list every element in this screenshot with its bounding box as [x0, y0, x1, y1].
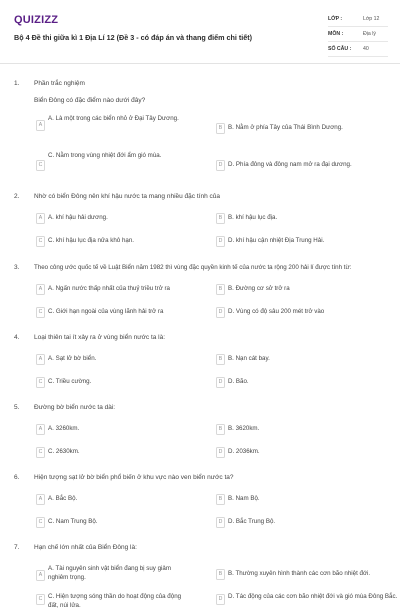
question-4: [14, 334, 390, 394]
quizizz-logo[interactable]: QUIZIZZ: [14, 14, 59, 26]
option-text: C. Giới hạn ngoài của vùng lãnh hải trở ra: [48, 308, 164, 315]
question-text: Phần trắc nghiệm: [34, 80, 85, 87]
option-letter-box: D: [216, 517, 225, 528]
option-letter-box: A: [36, 494, 45, 505]
question-text: Theo công ước quốc tế về Luật Biển năm 1982 thì vùng đặc quyền kinh tế của nước ta rộng 200 hải lí được tính từ:: [34, 264, 352, 271]
question-2: [14, 193, 390, 253]
meta-row-count: [328, 42, 388, 57]
option-letter-box: C: [36, 594, 45, 605]
meta-row-class: [328, 12, 388, 27]
question-number: 1.: [14, 80, 20, 87]
option-letter-box: B: [216, 123, 225, 134]
question-number: 4.: [14, 334, 20, 341]
meta-value: 40: [363, 46, 369, 52]
option-letter-box: B: [216, 213, 225, 224]
page-title: Bộ 4 Đề thi giữa kì 1 Địa Lí 12 (Đề 3 - có đáp án và thang điểm chi tiết): [14, 33, 253, 42]
question-text: Nhờ có biển Đông nên khí hậu nước ta mang nhiều đặc tính của: [34, 193, 220, 200]
option-text: C. Nằm trong vùng nhiệt đới ẩm gió mùa.: [48, 152, 162, 159]
meta-label: SỐ CÂU :: [328, 46, 352, 52]
option-text: D. khí hậu cận nhiệt Địa Trung Hải.: [228, 237, 325, 244]
option-text: D. Phía đông và đông nam mở ra đại dương.: [228, 161, 352, 168]
option-text: A. Sạt lở bờ biển.: [48, 355, 97, 362]
question-1: [14, 80, 390, 180]
option-text: C. 2630km.: [48, 448, 80, 455]
question-subtext: Biển Đông có đặc điểm nào dưới đây?: [34, 97, 146, 104]
option-text: D. Bão.: [228, 378, 249, 385]
option-letter-box: B: [216, 494, 225, 505]
option-letter-box: A: [36, 424, 45, 435]
question-number: 7.: [14, 544, 20, 551]
meta-panel: [328, 12, 388, 57]
option-text: C. khí hậu lục địa nửa khô hạn.: [48, 237, 135, 244]
option-text: A. Bắc Bộ.: [48, 495, 78, 502]
option-text: A. Là một trong các biển nhỏ ở Đại Tây Dương.: [48, 115, 179, 122]
option-letter-box: C: [36, 160, 45, 171]
option-letter-box: B: [216, 569, 225, 580]
option-letter-box: C: [36, 447, 45, 458]
option-letter-box: B: [216, 284, 225, 295]
question-7: [14, 544, 398, 609]
option-letter-box: D: [216, 377, 225, 388]
option-text: C. Triều cường.: [48, 378, 92, 385]
option-text: B. Nạn cát bay.: [228, 355, 270, 362]
option-letter-box: C: [36, 377, 45, 388]
option-letter-box: C: [36, 517, 45, 528]
question-6: [14, 474, 390, 534]
option-letter-box: A: [36, 354, 45, 365]
question-number: 3.: [14, 264, 20, 271]
question-text: Hiện tượng sạt lở bờ biển phổ biến ở khu vực nào ven biển nước ta?: [34, 474, 234, 481]
option-letter-box: D: [216, 160, 225, 171]
option-letter-box: A: [36, 570, 45, 581]
option-text: B. Đường cơ sở trở ra: [228, 285, 290, 292]
option-text: C. Nam Trung Bộ.: [48, 518, 98, 525]
option-text: C. Hiện tượng sóng thần do hoạt động của động đất, núi lửa.: [48, 593, 182, 609]
option-letter-box: D: [216, 594, 225, 605]
question-text: Đường bờ biển nước ta dài:: [34, 404, 116, 411]
option-letter-box: D: [216, 447, 225, 458]
option-letter-box: D: [216, 236, 225, 247]
option-letter-box: A: [36, 120, 45, 131]
question-text: Loại thiên tai ít xảy ra ở vùng biển nước ta là:: [34, 334, 166, 341]
option-text: D. 2036km.: [228, 448, 260, 455]
option-text: B. 3620km.: [228, 425, 260, 432]
option-text: A. 3260km.: [48, 425, 80, 432]
option-text: B. Nam Bộ.: [228, 495, 260, 502]
option-text: B. khí hậu lục địa.: [228, 214, 278, 221]
option-text: B. Thường xuyên hình thành các cơn bão nhiệt đới.: [228, 570, 371, 577]
meta-value: Địa lý: [363, 31, 376, 37]
option-text: D. Vùng có độ sâu 200 mét trở vào: [228, 308, 325, 315]
option-letter-box: A: [36, 284, 45, 295]
question-text: Hạn chế lớn nhất của Biển Đông là:: [34, 544, 137, 551]
meta-label: MÔN :: [328, 31, 344, 37]
question-number: 6.: [14, 474, 20, 481]
option-text: A. khí hậu hải dương.: [48, 214, 108, 221]
question-number: 5.: [14, 404, 20, 411]
option-text: B. Nằm ở phía Tây của Thái Bình Dương.: [228, 124, 343, 131]
meta-row-subject: [328, 27, 388, 42]
option-letter-box: B: [216, 424, 225, 435]
option-letter-box: C: [36, 307, 45, 318]
question-3: [14, 264, 390, 324]
option-letter-box: D: [216, 307, 225, 318]
option-text: D. Bắc Trung Bộ.: [228, 518, 276, 525]
question-number: 2.: [14, 193, 20, 200]
meta-value: Lớp 12: [363, 16, 380, 22]
worksheet-header: [0, 0, 400, 64]
option-letter-box: C: [36, 236, 45, 247]
option-text: A. Tài nguyên sinh vật biển đang bị suy giảm nghiêm trọng.: [48, 565, 172, 581]
option-letter-box: A: [36, 213, 45, 224]
option-text: A. Ngấn nước thấp nhất của thuỷ triều trở ra: [48, 285, 170, 292]
option-text: D. Tác động của các cơn bão nhiệt đới và gió mùa Đông Bắc.: [228, 593, 398, 600]
question-5: [14, 404, 390, 464]
meta-label: LỚP :: [328, 16, 343, 22]
option-letter-box: B: [216, 354, 225, 365]
